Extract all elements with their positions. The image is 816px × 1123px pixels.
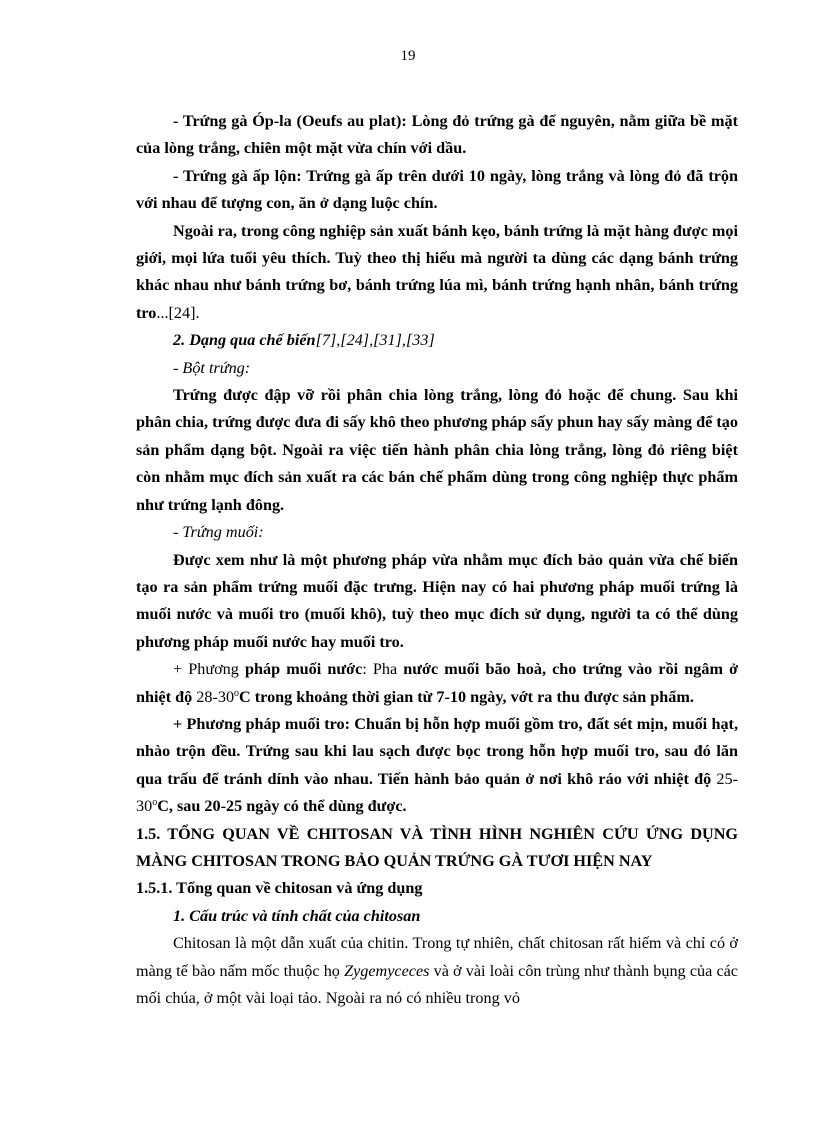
section-title-1-5: 1.5. TỔNG QUAN VỀ CHITOSAN VÀ TÌNH HÌNH NGHIÊN CỨU ỨNG DỤNG MÀNG CHITOSAN TRONG BẢO QUẢN TRỨNG GÀ TƯƠI HIỆN NAY — [136, 824, 738, 870]
heading-dang-qua-che-bien-title: 2. Dạng qua chế biến — [173, 331, 316, 350]
muoi-nuoc-degree: o — [234, 687, 240, 699]
paragraph-bot-trung: Trứng được đập vỡ rồi phân chia lòng trắng, lòng đỏ hoặc để chung. Sau khi phân chia, trứng được đưa đi sấy khô theo phương pháp sấy phun hay sấy màng để tạo sản phẩm dạng bột. Ngoài ra việc tiến hành phân chia lòng trắng, lòng đỏ riêng biệt còn nhằm mục đích sản xuất ra các bán chế phẩm dùng trong công nghiệp thực phẩm như trứng lạnh đông. — [136, 386, 738, 514]
muoi-tro-part-1: + Phương pháp muối tro: Chuẩn bị hỗn hợp muối gồm tro, đất sét mịn, muối hạt, nhào trộn đều. Trứng sau khi lau sạch được bọc trong hỗn hợp muối tro, sau đó lăn qua trấu để tránh dính vào nhau. Tiến hành bảo quản ở nơi khô ráo với nhiệt độ — [136, 714, 738, 788]
heading-dang-qua-che-bien — [136, 327, 738, 354]
paragraph-banh-keo-ref: ...[24]. — [156, 303, 200, 322]
muoi-nuoc-part-5: C trong khoảng thời gian từ 7-10 ngày, vớt ra thu được sản phẩm. — [239, 687, 694, 706]
paragraph-trung-muoi: Được xem như là một phương pháp vừa nhằm mục đích bảo quản vừa chế biến tạo ra sản phẩm trứng muối đặc trưng. Hiện nay có hai phương pháp muối trứng là muối nước và muối tro (muối khô), tuỳ theo mục đích sử dụng, người ta có thể dùng phương pháp muối nước hay muối tro. — [136, 550, 738, 651]
document-body — [136, 108, 738, 1012]
paragraph-muoi-nuoc — [136, 656, 738, 711]
chitosan-species: Zygemyceces — [344, 961, 430, 980]
paragraph-ap-lon: - Trứng gà ấp lộn: Trứng gà ấp trên dưới 10 ngày, lòng trắng và lòng đỏ đã trộn với nhau để tượng con, ăn ở dạng luộc chín. — [136, 166, 738, 213]
muoi-nuoc-temp: 28-30 — [196, 687, 235, 706]
heading-cau-truc-chitosan: 1. Cấu trúc và tính chất của chitosan — [173, 906, 421, 925]
muoi-nuoc-part-2: pháp muối nước — [244, 660, 363, 679]
muoi-nuoc-part-1: + Phương — [173, 660, 245, 679]
heading-bot-trung: - Bột trứng: — [173, 358, 251, 377]
heading-dang-qua-che-bien-refs: [7],[24],[31],[33] — [315, 331, 435, 350]
paragraph-banh-keo-text: Ngoài ra, trong công nghiệp sản xuất bánh kẹo, bánh trứng là mặt hàng được mọi giới, mọi lứa tuổi yêu thích. Tuỳ theo thị hiếu mà người ta dùng các dạng bánh trứng khác nhau như bánh trứng bơ, bánh trứng lúa mì, bánh trứng hạnh nhân, bánh trứng tro — [136, 221, 738, 322]
muoi-nuoc-part-4: nước muối bão hoà, cho trứng vào rồi ngâm ở nhiệt độ — [136, 660, 739, 706]
muoi-tro-degree: o — [152, 797, 158, 809]
muoi-tro-part-2: C, sau 20-25 ngày có thể dùng được. — [157, 797, 407, 816]
page-number: 19 — [400, 48, 416, 64]
paragraph-muoi-tro — [136, 711, 738, 821]
heading-trung-muoi: - Trứng muối: — [173, 523, 264, 542]
muoi-nuoc-part-3: : Pha — [362, 660, 404, 679]
chitosan-part-2: và ở vài loài côn trùng như thành bụng của các mối chúa, ở một vài loại tảo. Ngoài ra nó có nhiều trong vỏ — [136, 961, 738, 1007]
paragraph-op-la: - Trứng gà Óp-la (Oeufs au plat): Lòng đỏ trứng gà để nguyên, nằm giữa bề mặt của lòng trắng, chiên một mặt vừa chín với dầu. — [136, 112, 738, 158]
chitosan-part-1: Chitosan là một dẫn xuất của chitin. Trong tự nhiên, chất chitosan rất hiếm và chỉ có ở màng tế bào nấm mốc thuộc họ — [136, 934, 738, 980]
muoi-tro-temp: 25-30 — [136, 769, 738, 816]
paragraph-banh-keo — [136, 218, 738, 328]
paragraph-chitosan — [136, 930, 738, 1012]
subsection-title-1-5-1: 1.5.1. Tổng quan về chitosan và ứng dụng — [136, 879, 423, 898]
